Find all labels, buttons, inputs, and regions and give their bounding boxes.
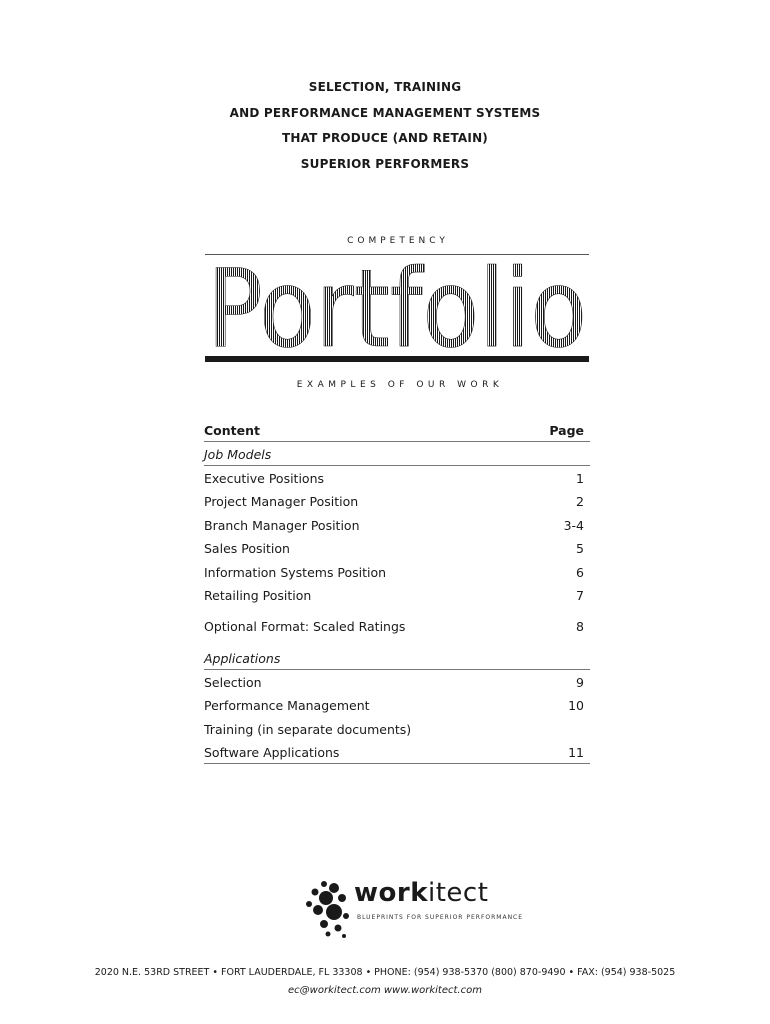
- section-label: Applications: [204, 650, 281, 666]
- toc-row: [204, 670, 590, 693]
- toc-end-rule: [204, 763, 590, 764]
- table-of-contents: [204, 420, 590, 764]
- toc-row: [204, 560, 590, 583]
- page-column-header: Page: [549, 423, 584, 438]
- toc-entry-title: Project Manager Position: [204, 494, 359, 510]
- toc-entry-title: Information Systems Position: [204, 564, 387, 580]
- toc-entry-title: Sales Position: [204, 541, 290, 557]
- logo-wordmark: workitect: [354, 878, 489, 908]
- toc-entry-title: Optional Format: Scaled Ratings: [204, 619, 406, 635]
- toc-entry-title: Retailing Position: [204, 587, 312, 603]
- banner-top-rule: [205, 254, 589, 255]
- footer-contact: ec@workitect.com www.workitect.com: [288, 985, 482, 996]
- toc-entry-title: Executive Positions: [204, 471, 325, 486]
- toc-entry-page: 8: [576, 619, 584, 635]
- toc-entry-title: Branch Manager Position: [204, 517, 360, 533]
- toc-row: [204, 513, 590, 536]
- section-applications: [204, 646, 590, 670]
- toc-entry-title: Selection: [204, 674, 262, 690]
- applications-list: [204, 670, 590, 764]
- toc-row: [204, 740, 590, 763]
- toc-entry-title: Performance Management: [204, 698, 370, 714]
- job-models-list: [204, 466, 590, 606]
- toc-entry-page: 1: [576, 471, 584, 486]
- toc-row: [204, 583, 590, 606]
- toc-row: [204, 614, 590, 637]
- logo-tagline: BLUEPRINTS FOR SUPERIOR PERFORMANCE: [357, 914, 524, 921]
- banner-thick-rule: [205, 356, 589, 362]
- section-label: Job Models: [204, 447, 272, 462]
- toc-entry-title: Training (in separate documents): [204, 721, 412, 737]
- toc-entry-page: 3-4: [563, 517, 584, 533]
- toc-entry-page: 6: [576, 564, 584, 580]
- svg-text:Portfolio: Portfolio: [207, 262, 587, 350]
- toc-entry-page: 7: [576, 587, 584, 603]
- toc-row: [204, 693, 590, 716]
- toc-entry-page: 11: [568, 744, 584, 760]
- toc-row: [204, 489, 590, 512]
- toc-entry-page: 9: [576, 674, 584, 690]
- toc-header: [204, 420, 590, 442]
- competency-label: COMPETENCY: [347, 236, 449, 246]
- logo-dots-icon: [306, 881, 349, 938]
- section-job-models: [204, 442, 590, 466]
- toc-row: [204, 717, 590, 740]
- portfolio-wordmark: [205, 262, 589, 350]
- toc-row: [204, 536, 590, 559]
- toc-entry-page: 5: [576, 541, 584, 557]
- toc-entry-page: 10: [568, 698, 584, 714]
- toc-entry-page: 2: [576, 494, 584, 510]
- title-line-2: AND PERFORMANCE MANAGEMENT SYSTEMS: [229, 106, 541, 120]
- title-line-1: SELECTION, TRAINING: [308, 80, 462, 94]
- footer-address: 2020 N.E. 53RD STREET • FORT LAUDERDALE, FL 33308 • PHONE: (954) 938-5370 (800) 870-9490 • FAX: (954) 938-5025: [94, 967, 676, 978]
- content-column-header: Content: [204, 423, 260, 438]
- toc-entry-title: Software Applications: [204, 744, 340, 760]
- examples-label: EXAMPLES OF OUR WORK: [296, 380, 504, 390]
- toc-row: [204, 466, 590, 489]
- title-line-4: SUPERIOR PERFORMERS: [300, 157, 470, 171]
- title-line-3: THAT PRODUCE (AND RETAIN): [282, 131, 488, 145]
